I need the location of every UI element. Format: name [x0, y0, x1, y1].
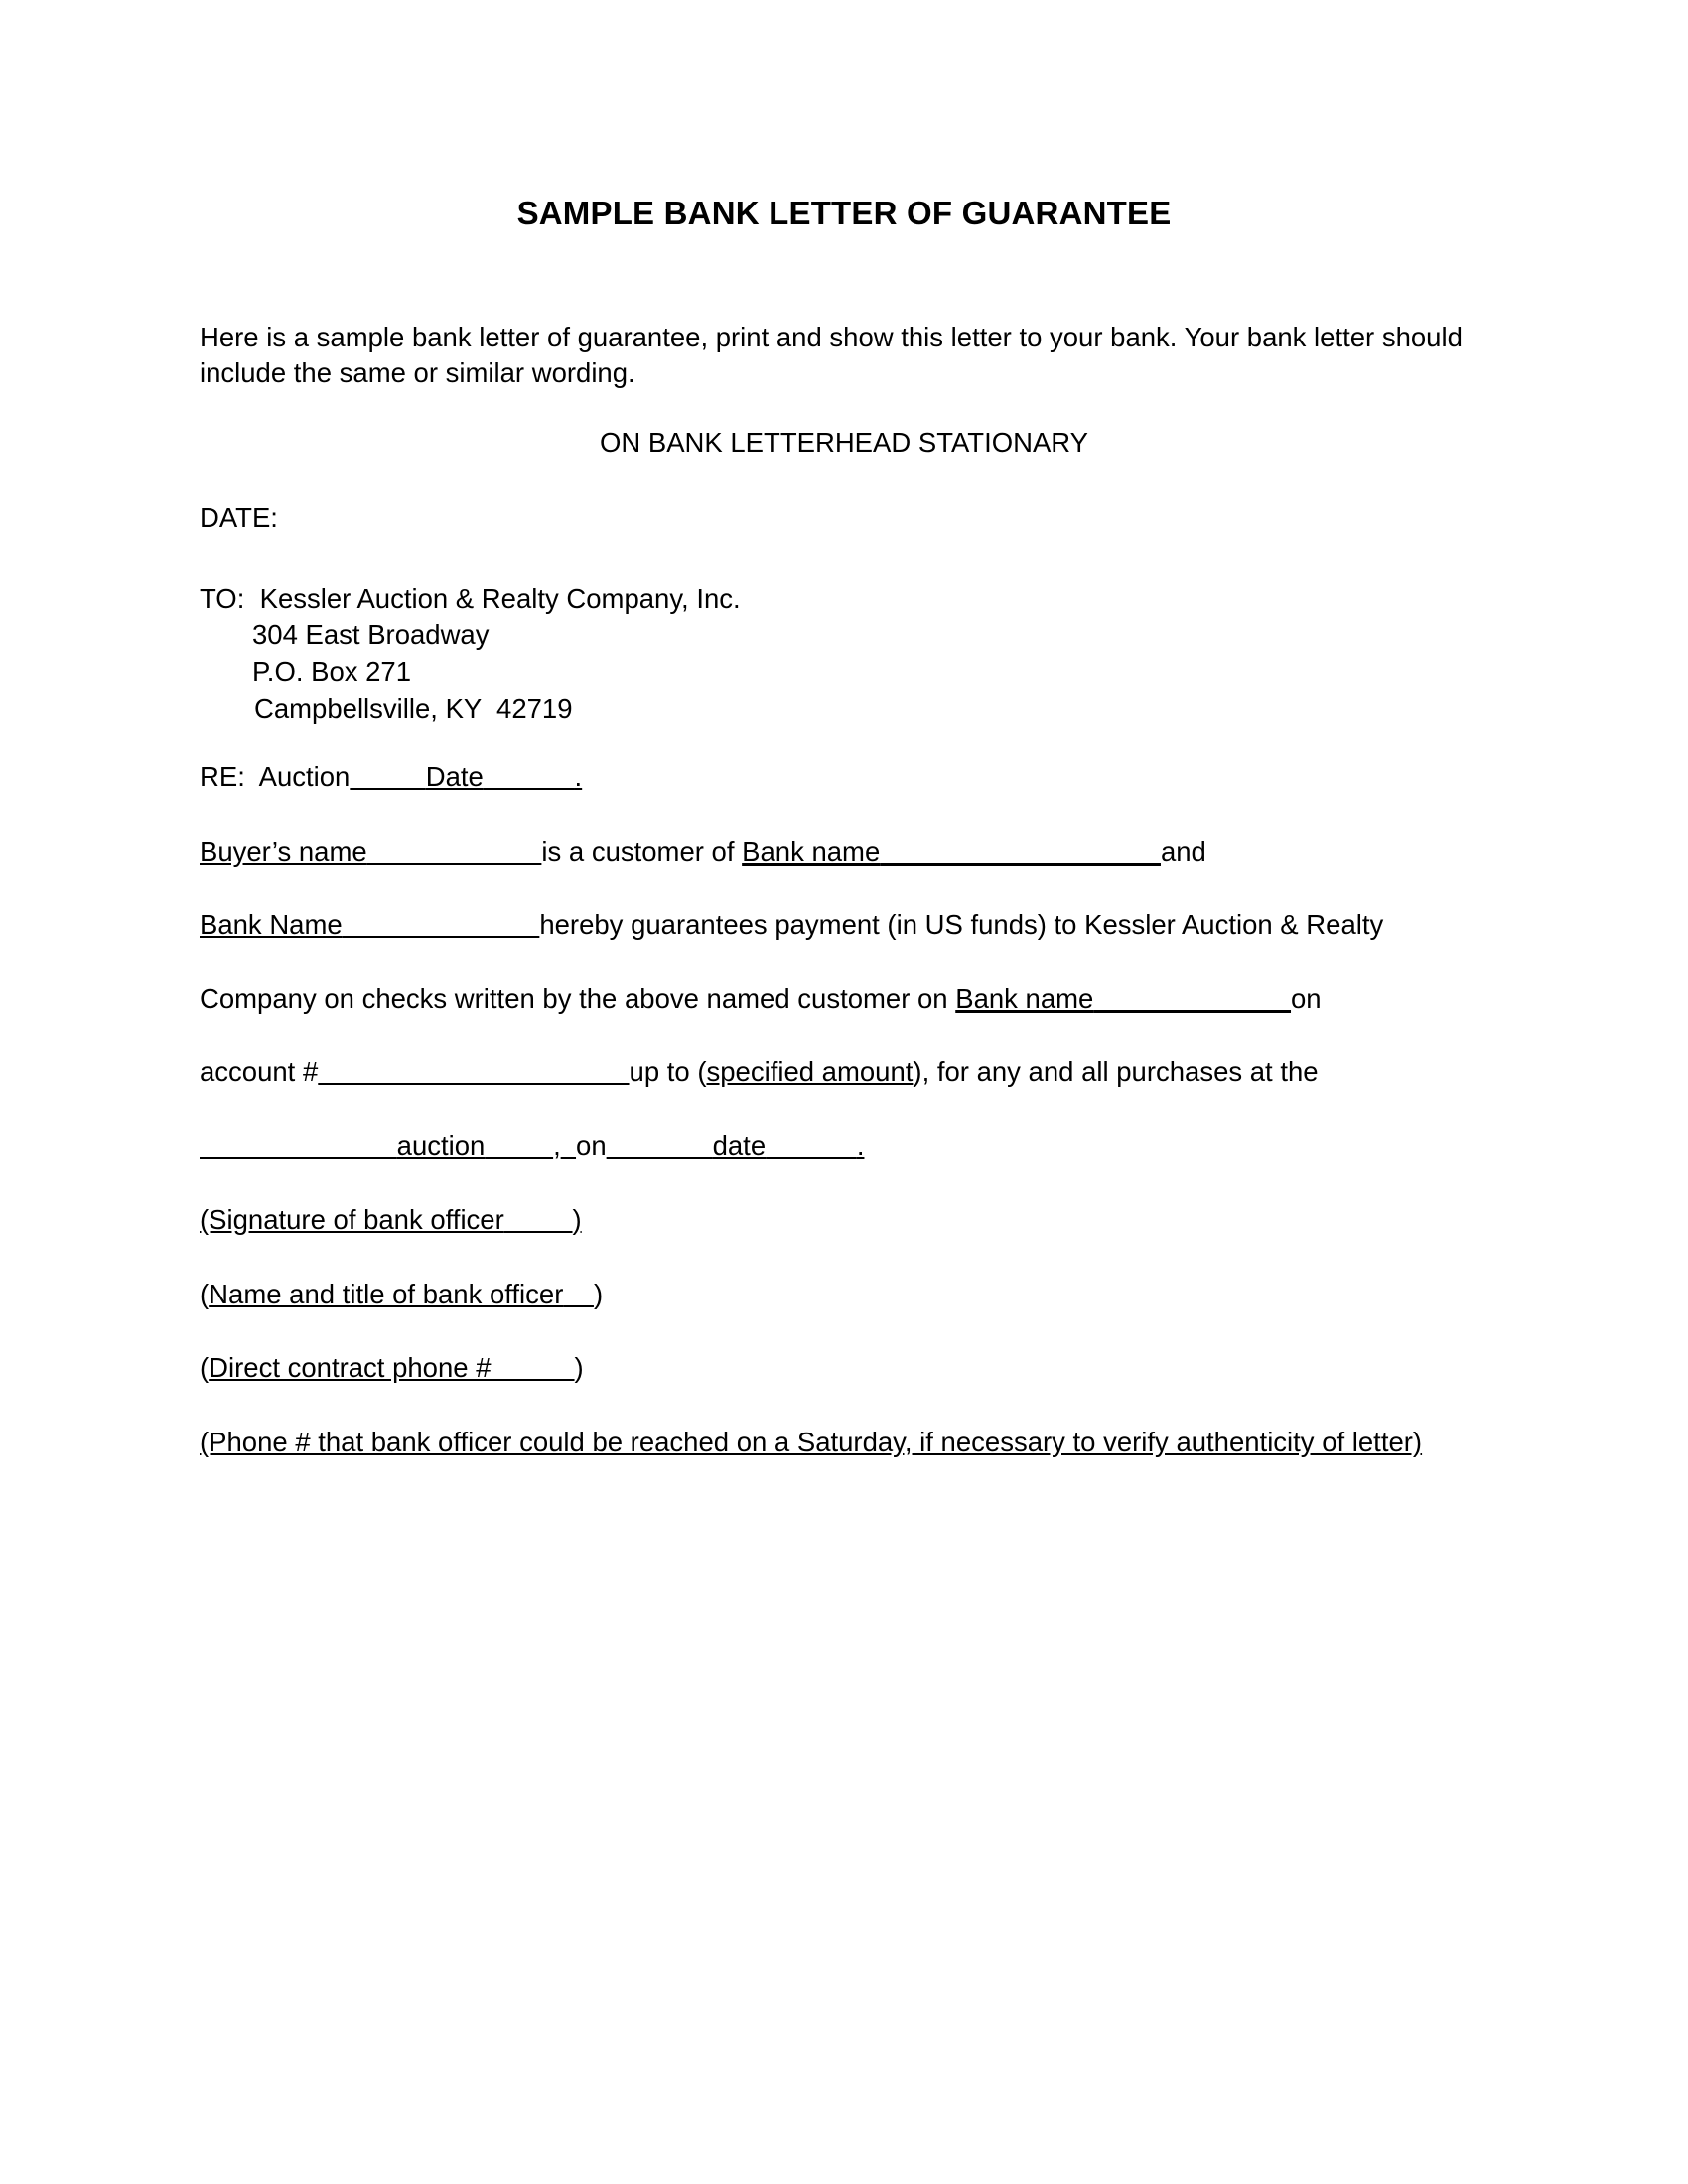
re-date-field[interactable]: Date . [425, 761, 583, 792]
company-checks-line [200, 981, 1322, 1017]
account-label: account # [200, 1056, 319, 1087]
buyers-name-field[interactable]: Buyer’s name [200, 836, 367, 867]
signature-officer-line[interactable]: (Signature of bank officer ) [200, 1204, 582, 1235]
specified-amount-field[interactable]: specified amount [706, 1056, 914, 1087]
bank-name-field-2[interactable]: Bank Name [200, 909, 343, 940]
account-line [200, 1054, 1319, 1090]
re-auction: Auction [258, 761, 351, 792]
up-to-text: up to ( [629, 1056, 707, 1087]
address-line-1: 304 East Broadway [252, 619, 490, 650]
guarantees-text: hereby guarantees payment (in US funds) to Kessler Auction & Realty [539, 909, 1384, 940]
bank-name-field-3[interactable]: Bank name [955, 983, 1094, 1014]
to-line [200, 581, 741, 616]
to-label: TO: [200, 583, 245, 614]
direct-phone-text: Direct contract phone # [209, 1352, 492, 1383]
to-company: Kessler Auction & Realty Company, Inc. [259, 583, 741, 614]
intro-paragraph: Here is a sample bank letter of guarantee, print and show this letter to your bank. Your bank letter should include the same or similar wording. [200, 322, 1463, 388]
and-text: and [1160, 836, 1206, 867]
auction-date-line [200, 1128, 864, 1163]
officer-name-title-line[interactable]: (Name and title of bank officer ) [200, 1279, 604, 1309]
address-line-3: Campbellsville, KY 42719 [254, 693, 573, 724]
date-label: DATE: [200, 502, 278, 533]
direct-phone-line[interactable]: (Direct contract phone # ) [200, 1352, 584, 1383]
letterhead-note: ON BANK LETTERHEAD STATIONARY [599, 427, 1089, 458]
is-customer-text: is a customer of [541, 836, 735, 867]
address-line-2: P.O. Box 271 [252, 656, 412, 687]
saturday-phone-line[interactable]: (Phone # that bank officer could be reached on a Saturday, if necessary to verify authenticity of letter) [200, 1427, 1423, 1457]
account-number-field[interactable] [318, 1056, 629, 1087]
re-label: RE: [200, 761, 245, 792]
buyer-line [200, 834, 1206, 870]
on-text-2: on [576, 1130, 607, 1160]
purchases-text: ), for any and all purchases at the [913, 1056, 1319, 1087]
on-text: on [1291, 983, 1322, 1014]
re-line [200, 759, 582, 795]
bank-name-field-1[interactable]: Bank name [742, 836, 881, 867]
date-field[interactable]: date . [712, 1130, 865, 1160]
company-checks-text: Company on checks written by the above named customer on [200, 983, 948, 1014]
document-title: SAMPLE BANK LETTER OF GUARANTEE [516, 195, 1172, 231]
officer-name-text: Name and title of bank officer [209, 1279, 564, 1309]
auction-field[interactable]: auction , [396, 1130, 561, 1160]
bank-name-line [200, 907, 1383, 943]
